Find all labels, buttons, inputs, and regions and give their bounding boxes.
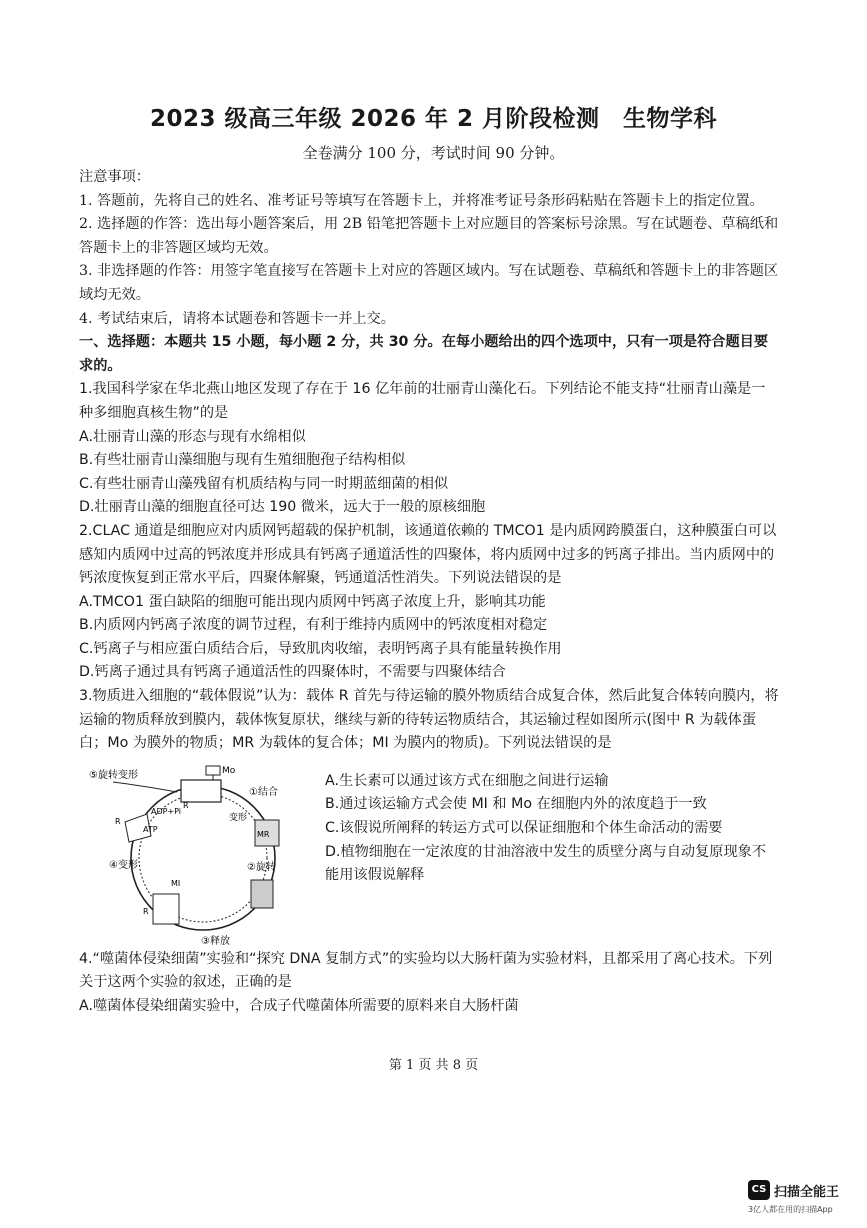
- question-3-options: [325, 770, 780, 888]
- section-heading: 一、选择题：本题共 15 小题，每小题 2 分，共 30 分。在每小题给出的四个选项中，只有一项是符合题目要求的。: [79, 334, 769, 374]
- label-r-top: R: [183, 800, 189, 810]
- question-option: C.该假说所阐释的转运方式可以保证细胞和个体生命活动的需要: [325, 820, 723, 837]
- step5-arrow: [113, 782, 177, 792]
- question-option: A.TMCO1 蛋白缺陷的细胞可能出现内质网中钙离子浓度上升，影响其功能: [79, 593, 546, 610]
- question-option: A.噬菌体侵染细菌实验中，合成子代噬菌体所需要的原料来自大肠杆菌: [79, 998, 519, 1015]
- camscanner-logo-icon: CS: [748, 1180, 770, 1200]
- question-stem: 2.CLAC 通道是细胞应对内质网钙超载的保护机制，该通道依赖的 TMCO1 是内质网跨膜蛋白，这种膜蛋白可以感知内质网中过高的钙浓度并形成具有钙离子通道活性的四聚体，将内质网中过多的钙离子排出。当内质网中的钙浓度恢复到正常水平后，四聚体解聚，钙通道活性消失。下列说法错误的是: [79, 522, 777, 587]
- scanner-watermark: [748, 1180, 864, 1220]
- question-option: B.内质网内钙离子浓度的调节过程，有利于维持内质网中的钙浓度相对稳定: [79, 617, 548, 634]
- question-3-figure-block: [79, 762, 779, 948]
- question-option: C.钙离子与相应蛋白质结合后，导致肌肉收缩，表明钙离子具有能量转换作用: [79, 640, 562, 657]
- notice-heading: 注意事项：: [79, 169, 150, 185]
- carrier-top-shape: [181, 780, 221, 802]
- question-option: C.有些壮丽青山藻残留有机质结构与同一时期蓝细菌的相似: [79, 475, 449, 492]
- page-number: 第 1 页 共 8 页: [388, 1058, 479, 1073]
- notice-item: 3. 非选择题的作答：用签字笔直接写在答题卡上对应的答题区域内。写在试题卷、草稿纸和答题卡上的非答题区域均无效。: [79, 263, 779, 303]
- question-option: D.植物细胞在一定浓度的甘油溶液中发生的质壁分离与自动复原现象不能用该假说解释: [325, 843, 767, 884]
- exam-subtitle: 全卷满分 100 分，考试时间 90 分钟。: [302, 144, 565, 162]
- question-option: A.生长素可以通过该方式在细胞之间进行运输: [325, 772, 609, 789]
- question-stem: 4.“噬菌体侵染细菌”实验和“探究 DNA 复制方式”的实验均以大肠杆菌为实验材料，且都采用了离心技术。下列关于这两个实验的叙述，正确的是: [79, 950, 773, 991]
- label-step4: ④变形: [109, 859, 138, 871]
- label-mo: Mo: [222, 765, 236, 776]
- notice-item: 2. 选择题的作答：选出每小题答案后，用 2B 铅笔把答题卡上对应题目的答案标号涂黑。写在试题卷、草稿纸和答题卡上的非答题区域均无效。: [79, 216, 779, 256]
- exam-body: [79, 166, 779, 1019]
- question-option: A.壮丽青山藻的形态与现有水绵相似: [79, 428, 306, 445]
- label-step1: ①结合: [249, 786, 278, 798]
- rotated-carrier-shape: [251, 880, 273, 908]
- question-stem: 3.物质进入细胞的“载体假说”认为：载体 R 首先与待运输的膜外物质结合成复合体，然后此复合体转向膜内，将运输的物质释放到膜内，载体恢复原状，继续与新的待转运物质结合，其运输过程如图所示(图中 R 为载体蛋白；Mo 为膜外的物质；MR 为载体的复合体；MI 为膜内的物质)。下列说法错误的是: [79, 688, 779, 752]
- release-carrier-shape: [153, 894, 179, 924]
- mo-molecule-shape: [206, 766, 220, 775]
- label-step5: ⑤旋转变形: [89, 769, 138, 781]
- label-adp: ADP+Pi: [151, 806, 182, 816]
- notice-item: 1. 答题前，先将自己的姓名、准考证号等填写在答题卡上，并将准考证号条形码粘贴在答题卡上的指定位置。: [79, 192, 764, 209]
- label-r-left: R: [115, 816, 121, 826]
- label-mr: MR: [257, 829, 270, 839]
- label-mi: MI: [171, 878, 181, 888]
- question-option: B.有些壮丽青山藻细胞与现有生殖细胞孢子结构相似: [79, 452, 406, 469]
- watermark-tagline: 3亿人都在用的扫描App: [748, 1205, 833, 1214]
- label-step2: ②旋转: [247, 861, 276, 873]
- carrier-hypothesis-diagram: [85, 762, 325, 948]
- question-option: D.钙离子通过具有钙离子通道活性的四聚体时，不需要与四聚体结合: [79, 664, 506, 681]
- notice-item: 4. 考试结束后，请将本试题卷和答题卡一并上交。: [79, 310, 395, 327]
- question-option: D.壮丽青山藻的细胞直径可达 190 微米，远大于一般的原核细胞: [79, 499, 486, 516]
- question-option: B.通过该运输方式会使 MI 和 Mo 在细胞内外的浓度趋于一致: [325, 796, 707, 813]
- label-r-bottom: R: [143, 906, 149, 916]
- label-step3: ③释放: [201, 935, 230, 947]
- label-deform-right: 变形: [229, 812, 248, 823]
- label-atp: ATP: [143, 824, 158, 834]
- exam-title: 2023 级高三年级 2026 年 2 月阶段检测 生物学科: [149, 106, 718, 132]
- watermark-name: 扫描全能王: [774, 1185, 840, 1200]
- question-stem: 1.我国科学家在华北燕山地区发现了存在于 16 亿年前的壮丽青山藻化石。下列结论不能支持“壮丽青山藻是一种多细胞真核生物”的是: [79, 381, 766, 421]
